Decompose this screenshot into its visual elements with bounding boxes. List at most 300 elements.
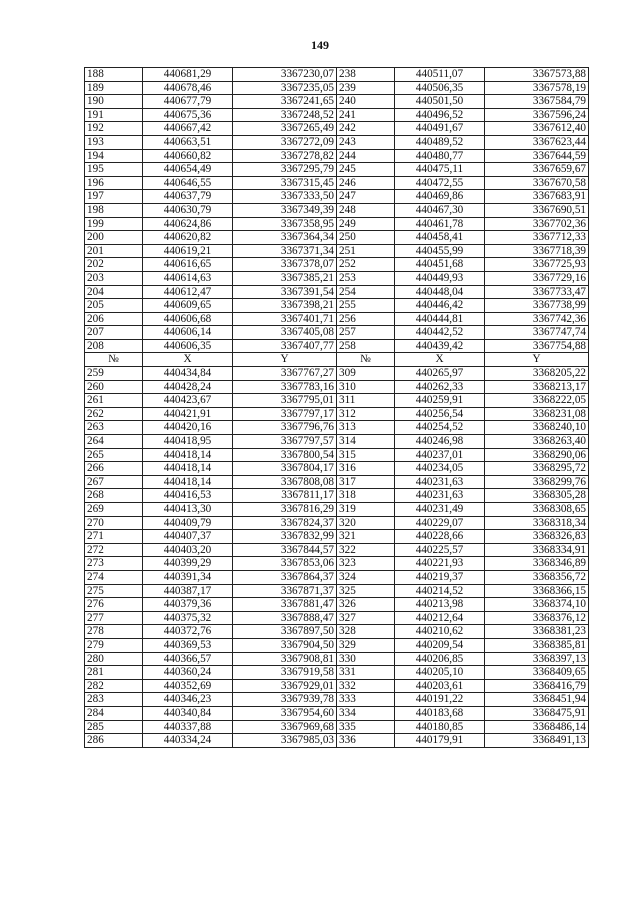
x-coordinate-cell: 440428,24 bbox=[143, 380, 233, 394]
x-coordinate-cell: 440451,68 bbox=[395, 258, 485, 272]
point-number-cell: 326 bbox=[337, 598, 395, 612]
point-number-cell: 320 bbox=[337, 516, 395, 530]
y-coordinate-cell: 3367718,39 bbox=[485, 244, 589, 258]
y-coordinate-cell: 3368409,65 bbox=[485, 666, 589, 680]
table-row bbox=[85, 299, 589, 313]
y-coordinate-cell: 3367349,39 bbox=[233, 203, 337, 217]
table-row bbox=[85, 380, 589, 394]
x-coordinate-cell: 440219,37 bbox=[395, 570, 485, 584]
x-coordinate-cell: 440421,91 bbox=[143, 407, 233, 421]
y-coordinate-cell: 3368381,23 bbox=[485, 625, 589, 639]
y-coordinate-cell: 3367401,71 bbox=[233, 312, 337, 326]
y-coordinate-cell: 3368346,89 bbox=[485, 557, 589, 571]
point-number-cell: 254 bbox=[337, 285, 395, 299]
point-number-cell: 208 bbox=[85, 339, 143, 353]
x-coordinate-cell: 440491,67 bbox=[395, 122, 485, 136]
table-row bbox=[85, 407, 589, 421]
point-number-cell: 284 bbox=[85, 706, 143, 720]
y-coordinate-cell: 3367767,27 bbox=[233, 367, 337, 381]
point-number-cell: 278 bbox=[85, 625, 143, 639]
y-coordinate-cell: 3368213,17 bbox=[485, 380, 589, 394]
table-row bbox=[85, 217, 589, 231]
x-coordinate-cell: 440210,62 bbox=[395, 625, 485, 639]
y-coordinate-cell: 3367295,79 bbox=[233, 163, 337, 177]
table-row bbox=[85, 503, 589, 517]
x-coordinate-cell: 440619,21 bbox=[143, 244, 233, 258]
point-number-cell: 260 bbox=[85, 380, 143, 394]
point-number-cell: 256 bbox=[337, 312, 395, 326]
point-number-cell: 315 bbox=[337, 448, 395, 462]
y-coordinate-cell: 3367797,17 bbox=[233, 407, 337, 421]
x-coordinate-cell: 440609,65 bbox=[143, 299, 233, 313]
y-coordinate-cell: 3367754,88 bbox=[485, 339, 589, 353]
x-coordinate-cell: 440346,23 bbox=[143, 693, 233, 707]
x-coordinate-cell: 440442,52 bbox=[395, 326, 485, 340]
point-number-cell: 316 bbox=[337, 462, 395, 476]
x-coordinate-cell: 440221,93 bbox=[395, 557, 485, 571]
point-number-cell: 323 bbox=[337, 557, 395, 571]
y-coordinate-cell: 3367824,37 bbox=[233, 516, 337, 530]
x-coordinate-cell: 440418,14 bbox=[143, 448, 233, 462]
point-number-cell: 334 bbox=[337, 706, 395, 720]
y-coordinate-cell: 3367407,77 bbox=[233, 339, 337, 353]
point-number-cell: 244 bbox=[337, 149, 395, 163]
table-row bbox=[85, 557, 589, 571]
table-row bbox=[85, 489, 589, 503]
x-coordinate-cell: 440256,54 bbox=[395, 407, 485, 421]
x-coordinate-cell: 440254,52 bbox=[395, 421, 485, 435]
table-row bbox=[85, 475, 589, 489]
x-coordinate-cell: 440366,57 bbox=[143, 652, 233, 666]
table-row bbox=[85, 448, 589, 462]
y-coordinate-cell: 3367796,76 bbox=[233, 421, 337, 435]
y-coordinate-cell: 3367398,21 bbox=[233, 299, 337, 313]
table-row bbox=[85, 326, 589, 340]
x-coordinate-cell: 440496,52 bbox=[395, 108, 485, 122]
y-coordinate-cell: 3368222,05 bbox=[485, 394, 589, 408]
point-number-cell: 286 bbox=[85, 734, 143, 748]
x-coordinate-cell: 440506,35 bbox=[395, 81, 485, 95]
y-coordinate-cell: 3368299,76 bbox=[485, 475, 589, 489]
table-row bbox=[85, 81, 589, 95]
y-coordinate-cell: 3367738,99 bbox=[485, 299, 589, 313]
x-coordinate-cell: 440511,07 bbox=[395, 68, 485, 82]
y-coordinate-cell: 3367278,82 bbox=[233, 149, 337, 163]
point-number-cell: 255 bbox=[337, 299, 395, 313]
x-coordinate-cell: 440228,66 bbox=[395, 530, 485, 544]
table-row bbox=[85, 462, 589, 476]
table-row bbox=[85, 135, 589, 149]
table-row bbox=[85, 543, 589, 557]
x-coordinate-cell: 440379,36 bbox=[143, 598, 233, 612]
y-coordinate-cell: 3367747,74 bbox=[485, 326, 589, 340]
table-row bbox=[85, 421, 589, 435]
x-coordinate-cell: 440475,11 bbox=[395, 163, 485, 177]
point-number-cell: 281 bbox=[85, 666, 143, 680]
point-number-cell: 333 bbox=[337, 693, 395, 707]
table-row bbox=[85, 584, 589, 598]
point-number-cell: 269 bbox=[85, 503, 143, 517]
table-row bbox=[85, 598, 589, 612]
y-coordinate-cell: 3367897,50 bbox=[233, 625, 337, 639]
table-row bbox=[85, 734, 589, 748]
table-row bbox=[85, 244, 589, 258]
x-coordinate-cell: 440391,34 bbox=[143, 570, 233, 584]
column-header-y: Y bbox=[233, 353, 337, 367]
y-coordinate-cell: 3367811,17 bbox=[233, 489, 337, 503]
y-coordinate-cell: 3367725,93 bbox=[485, 258, 589, 272]
y-coordinate-cell: 3367358,95 bbox=[233, 217, 337, 231]
coordinates-table bbox=[84, 67, 589, 748]
y-coordinate-cell: 3367816,29 bbox=[233, 503, 337, 517]
point-number-cell: 336 bbox=[337, 734, 395, 748]
point-number-cell: 263 bbox=[85, 421, 143, 435]
y-coordinate-cell: 3367742,36 bbox=[485, 312, 589, 326]
y-coordinate-cell: 3367871,37 bbox=[233, 584, 337, 598]
y-coordinate-cell: 3368308,65 bbox=[485, 503, 589, 517]
x-coordinate-cell: 440206,85 bbox=[395, 652, 485, 666]
y-coordinate-cell: 3367832,99 bbox=[233, 530, 337, 544]
point-number-cell: 267 bbox=[85, 475, 143, 489]
y-coordinate-cell: 3367364,34 bbox=[233, 231, 337, 245]
x-coordinate-cell: 440480,77 bbox=[395, 149, 485, 163]
y-coordinate-cell: 3367230,07 bbox=[233, 68, 337, 82]
point-number-cell: 273 bbox=[85, 557, 143, 571]
y-coordinate-cell: 3367702,36 bbox=[485, 217, 589, 231]
point-number-cell: 240 bbox=[337, 95, 395, 109]
point-number-cell: 310 bbox=[337, 380, 395, 394]
point-number-cell: 319 bbox=[337, 503, 395, 517]
y-coordinate-cell: 3368318,34 bbox=[485, 516, 589, 530]
y-coordinate-cell: 3368486,14 bbox=[485, 720, 589, 734]
y-coordinate-cell: 3367265,49 bbox=[233, 122, 337, 136]
y-coordinate-cell: 3367733,47 bbox=[485, 285, 589, 299]
point-number-cell: 328 bbox=[337, 625, 395, 639]
y-coordinate-cell: 3368475,91 bbox=[485, 706, 589, 720]
y-coordinate-cell: 3368240,10 bbox=[485, 421, 589, 435]
x-coordinate-cell: 440418,14 bbox=[143, 462, 233, 476]
x-coordinate-cell: 440259,91 bbox=[395, 394, 485, 408]
point-number-cell: 322 bbox=[337, 543, 395, 557]
y-coordinate-cell: 3368366,15 bbox=[485, 584, 589, 598]
y-coordinate-cell: 3368491,13 bbox=[485, 734, 589, 748]
point-number-cell: 207 bbox=[85, 326, 143, 340]
y-coordinate-cell: 3367888,47 bbox=[233, 611, 337, 625]
y-coordinate-cell: 3367584,79 bbox=[485, 95, 589, 109]
table-row bbox=[85, 190, 589, 204]
point-number-cell: 203 bbox=[85, 271, 143, 285]
y-coordinate-cell: 3367644,59 bbox=[485, 149, 589, 163]
point-number-cell: 335 bbox=[337, 720, 395, 734]
point-number-cell: 262 bbox=[85, 407, 143, 421]
point-number-cell: 250 bbox=[337, 231, 395, 245]
x-coordinate-cell: 440360,24 bbox=[143, 666, 233, 680]
point-number-cell: 246 bbox=[337, 176, 395, 190]
x-coordinate-cell: 440614,63 bbox=[143, 271, 233, 285]
table-row bbox=[85, 638, 589, 652]
point-number-cell: 202 bbox=[85, 258, 143, 272]
point-number-cell: 261 bbox=[85, 394, 143, 408]
y-coordinate-cell: 3367315,45 bbox=[233, 176, 337, 190]
x-coordinate-cell: 440630,79 bbox=[143, 203, 233, 217]
point-number-cell: 264 bbox=[85, 435, 143, 449]
y-coordinate-cell: 3367969,68 bbox=[233, 720, 337, 734]
table-row bbox=[85, 720, 589, 734]
x-coordinate-cell: 440624,86 bbox=[143, 217, 233, 231]
y-coordinate-cell: 3367596,24 bbox=[485, 108, 589, 122]
y-coordinate-cell: 3368385,81 bbox=[485, 638, 589, 652]
point-number-cell: 200 bbox=[85, 231, 143, 245]
x-coordinate-cell: 440469,86 bbox=[395, 190, 485, 204]
table-row bbox=[85, 312, 589, 326]
x-coordinate-cell: 440439,42 bbox=[395, 339, 485, 353]
x-coordinate-cell: 440416,53 bbox=[143, 489, 233, 503]
column-header-x: X bbox=[395, 353, 485, 367]
point-number-cell: 327 bbox=[337, 611, 395, 625]
point-number-cell: 205 bbox=[85, 299, 143, 313]
y-coordinate-cell: 3367908,81 bbox=[233, 652, 337, 666]
point-number-cell: 325 bbox=[337, 584, 395, 598]
table-row bbox=[85, 666, 589, 680]
y-coordinate-cell: 3368376,12 bbox=[485, 611, 589, 625]
y-coordinate-cell: 3367853,06 bbox=[233, 557, 337, 571]
x-coordinate-cell: 440677,79 bbox=[143, 95, 233, 109]
x-coordinate-cell: 440606,68 bbox=[143, 312, 233, 326]
table-row bbox=[85, 530, 589, 544]
x-coordinate-cell: 440501,50 bbox=[395, 95, 485, 109]
x-coordinate-cell: 440403,20 bbox=[143, 543, 233, 557]
table-row bbox=[85, 68, 589, 82]
table-row bbox=[85, 693, 589, 707]
x-coordinate-cell: 440467,30 bbox=[395, 203, 485, 217]
x-coordinate-cell: 440448,04 bbox=[395, 285, 485, 299]
x-coordinate-cell: 440212,64 bbox=[395, 611, 485, 625]
point-number-cell: 257 bbox=[337, 326, 395, 340]
y-coordinate-cell: 3367939,78 bbox=[233, 693, 337, 707]
y-coordinate-cell: 3368231,08 bbox=[485, 407, 589, 421]
point-number-cell: 331 bbox=[337, 666, 395, 680]
table-row bbox=[85, 285, 589, 299]
point-number-cell: 192 bbox=[85, 122, 143, 136]
y-coordinate-cell: 3367690,51 bbox=[485, 203, 589, 217]
point-number-cell: 201 bbox=[85, 244, 143, 258]
x-coordinate-cell: 440667,42 bbox=[143, 122, 233, 136]
point-number-cell: 251 bbox=[337, 244, 395, 258]
x-coordinate-cell: 440606,14 bbox=[143, 326, 233, 340]
x-coordinate-cell: 440678,46 bbox=[143, 81, 233, 95]
table-row bbox=[85, 163, 589, 177]
point-number-cell: 190 bbox=[85, 95, 143, 109]
x-coordinate-cell: 440234,05 bbox=[395, 462, 485, 476]
x-coordinate-cell: 440375,32 bbox=[143, 611, 233, 625]
x-coordinate-cell: 440444,81 bbox=[395, 312, 485, 326]
point-number-cell: 272 bbox=[85, 543, 143, 557]
point-number-cell: 243 bbox=[337, 135, 395, 149]
table-row bbox=[85, 625, 589, 639]
point-number-cell: 197 bbox=[85, 190, 143, 204]
column-header-y: Y bbox=[485, 353, 589, 367]
y-coordinate-cell: 3367371,34 bbox=[233, 244, 337, 258]
x-coordinate-cell: 440489,52 bbox=[395, 135, 485, 149]
column-header-num: № bbox=[337, 353, 395, 367]
y-coordinate-cell: 3367578,19 bbox=[485, 81, 589, 95]
column-header-x: X bbox=[143, 353, 233, 367]
y-coordinate-cell: 3368305,28 bbox=[485, 489, 589, 503]
y-coordinate-cell: 3368205,22 bbox=[485, 367, 589, 381]
x-coordinate-cell: 440620,82 bbox=[143, 231, 233, 245]
y-coordinate-cell: 3367235,05 bbox=[233, 81, 337, 95]
y-coordinate-cell: 3367919,58 bbox=[233, 666, 337, 680]
x-coordinate-cell: 440606,35 bbox=[143, 339, 233, 353]
x-coordinate-cell: 440180,85 bbox=[395, 720, 485, 734]
x-coordinate-cell: 440681,29 bbox=[143, 68, 233, 82]
point-number-cell: 266 bbox=[85, 462, 143, 476]
x-coordinate-cell: 440203,61 bbox=[395, 679, 485, 693]
y-coordinate-cell: 3367385,21 bbox=[233, 271, 337, 285]
y-coordinate-cell: 3367929,01 bbox=[233, 679, 337, 693]
x-coordinate-cell: 440340,84 bbox=[143, 706, 233, 720]
x-coordinate-cell: 440231,63 bbox=[395, 475, 485, 489]
y-coordinate-cell: 3368290,06 bbox=[485, 448, 589, 462]
x-coordinate-cell: 440183,68 bbox=[395, 706, 485, 720]
y-coordinate-cell: 3368334,91 bbox=[485, 543, 589, 557]
point-number-cell: 276 bbox=[85, 598, 143, 612]
x-coordinate-cell: 440637,79 bbox=[143, 190, 233, 204]
point-number-cell: 280 bbox=[85, 652, 143, 666]
x-coordinate-cell: 440420,16 bbox=[143, 421, 233, 435]
x-coordinate-cell: 440399,29 bbox=[143, 557, 233, 571]
point-number-cell: 198 bbox=[85, 203, 143, 217]
x-coordinate-cell: 440209,54 bbox=[395, 638, 485, 652]
page-number: 149 bbox=[311, 38, 329, 52]
y-coordinate-cell: 3367391,54 bbox=[233, 285, 337, 299]
x-coordinate-cell: 440229,07 bbox=[395, 516, 485, 530]
y-coordinate-cell: 3367333,50 bbox=[233, 190, 337, 204]
table-row bbox=[85, 339, 589, 353]
x-coordinate-cell: 440334,24 bbox=[143, 734, 233, 748]
y-coordinate-cell: 3368397,13 bbox=[485, 652, 589, 666]
point-number-cell: 314 bbox=[337, 435, 395, 449]
point-number-cell: 238 bbox=[337, 68, 395, 82]
x-coordinate-cell: 440654,49 bbox=[143, 163, 233, 177]
table-row bbox=[85, 203, 589, 217]
y-coordinate-cell: 3367985,03 bbox=[233, 734, 337, 748]
table-row bbox=[85, 258, 589, 272]
x-coordinate-cell: 440231,49 bbox=[395, 503, 485, 517]
x-coordinate-cell: 440262,33 bbox=[395, 380, 485, 394]
y-coordinate-cell: 3367904,50 bbox=[233, 638, 337, 652]
point-number-cell: 270 bbox=[85, 516, 143, 530]
y-coordinate-cell: 3367804,17 bbox=[233, 462, 337, 476]
point-number-cell: 274 bbox=[85, 570, 143, 584]
point-number-cell: 313 bbox=[337, 421, 395, 435]
y-coordinate-cell: 3368374,10 bbox=[485, 598, 589, 612]
point-number-cell: 275 bbox=[85, 584, 143, 598]
column-header-num: № bbox=[85, 353, 143, 367]
column-header-row bbox=[85, 353, 589, 367]
table-row bbox=[85, 95, 589, 109]
x-coordinate-cell: 440191,22 bbox=[395, 693, 485, 707]
x-coordinate-cell: 440461,78 bbox=[395, 217, 485, 231]
y-coordinate-cell: 3367378,07 bbox=[233, 258, 337, 272]
point-number-cell: 196 bbox=[85, 176, 143, 190]
x-coordinate-cell: 440660,82 bbox=[143, 149, 233, 163]
point-number-cell: 332 bbox=[337, 679, 395, 693]
x-coordinate-cell: 440449,93 bbox=[395, 271, 485, 285]
table-row bbox=[85, 516, 589, 530]
x-coordinate-cell: 440646,55 bbox=[143, 176, 233, 190]
x-coordinate-cell: 440675,36 bbox=[143, 108, 233, 122]
y-coordinate-cell: 3368451,94 bbox=[485, 693, 589, 707]
x-coordinate-cell: 440418,14 bbox=[143, 475, 233, 489]
x-coordinate-cell: 440407,37 bbox=[143, 530, 233, 544]
y-coordinate-cell: 3367670,58 bbox=[485, 176, 589, 190]
point-number-cell: 282 bbox=[85, 679, 143, 693]
table-row bbox=[85, 176, 589, 190]
y-coordinate-cell: 3368326,83 bbox=[485, 530, 589, 544]
table-row bbox=[85, 706, 589, 720]
point-number-cell: 268 bbox=[85, 489, 143, 503]
x-coordinate-cell: 440446,42 bbox=[395, 299, 485, 313]
point-number-cell: 206 bbox=[85, 312, 143, 326]
x-coordinate-cell: 440225,57 bbox=[395, 543, 485, 557]
x-coordinate-cell: 440434,84 bbox=[143, 367, 233, 381]
x-coordinate-cell: 440372,76 bbox=[143, 625, 233, 639]
x-coordinate-cell: 440214,52 bbox=[395, 584, 485, 598]
y-coordinate-cell: 3367954,60 bbox=[233, 706, 337, 720]
x-coordinate-cell: 440246,98 bbox=[395, 435, 485, 449]
x-coordinate-cell: 440369,53 bbox=[143, 638, 233, 652]
point-number-cell: 283 bbox=[85, 693, 143, 707]
point-number-cell: 239 bbox=[337, 81, 395, 95]
point-number-cell: 188 bbox=[85, 68, 143, 82]
y-coordinate-cell: 3367248,52 bbox=[233, 108, 337, 122]
point-number-cell: 258 bbox=[337, 339, 395, 353]
point-number-cell: 277 bbox=[85, 611, 143, 625]
point-number-cell: 279 bbox=[85, 638, 143, 652]
y-coordinate-cell: 3367683,91 bbox=[485, 190, 589, 204]
point-number-cell: 324 bbox=[337, 570, 395, 584]
y-coordinate-cell: 3367729,16 bbox=[485, 271, 589, 285]
y-coordinate-cell: 3367612,40 bbox=[485, 122, 589, 136]
point-number-cell: 194 bbox=[85, 149, 143, 163]
point-number-cell: 249 bbox=[337, 217, 395, 231]
point-number-cell: 329 bbox=[337, 638, 395, 652]
y-coordinate-cell: 3367800,54 bbox=[233, 448, 337, 462]
y-coordinate-cell: 3367864,37 bbox=[233, 570, 337, 584]
point-number-cell: 241 bbox=[337, 108, 395, 122]
point-number-cell: 199 bbox=[85, 217, 143, 231]
y-coordinate-cell: 3368263,40 bbox=[485, 435, 589, 449]
point-number-cell: 259 bbox=[85, 367, 143, 381]
x-coordinate-cell: 440352,69 bbox=[143, 679, 233, 693]
point-number-cell: 271 bbox=[85, 530, 143, 544]
point-number-cell: 248 bbox=[337, 203, 395, 217]
table-row bbox=[85, 435, 589, 449]
x-coordinate-cell: 440616,65 bbox=[143, 258, 233, 272]
x-coordinate-cell: 440409,79 bbox=[143, 516, 233, 530]
table-row bbox=[85, 367, 589, 381]
x-coordinate-cell: 440458,41 bbox=[395, 231, 485, 245]
table-row bbox=[85, 108, 589, 122]
point-number-cell: 317 bbox=[337, 475, 395, 489]
table-row bbox=[85, 149, 589, 163]
x-coordinate-cell: 440423,67 bbox=[143, 394, 233, 408]
y-coordinate-cell: 3367844,57 bbox=[233, 543, 337, 557]
point-number-cell: 321 bbox=[337, 530, 395, 544]
table-row bbox=[85, 611, 589, 625]
point-number-cell: 242 bbox=[337, 122, 395, 136]
